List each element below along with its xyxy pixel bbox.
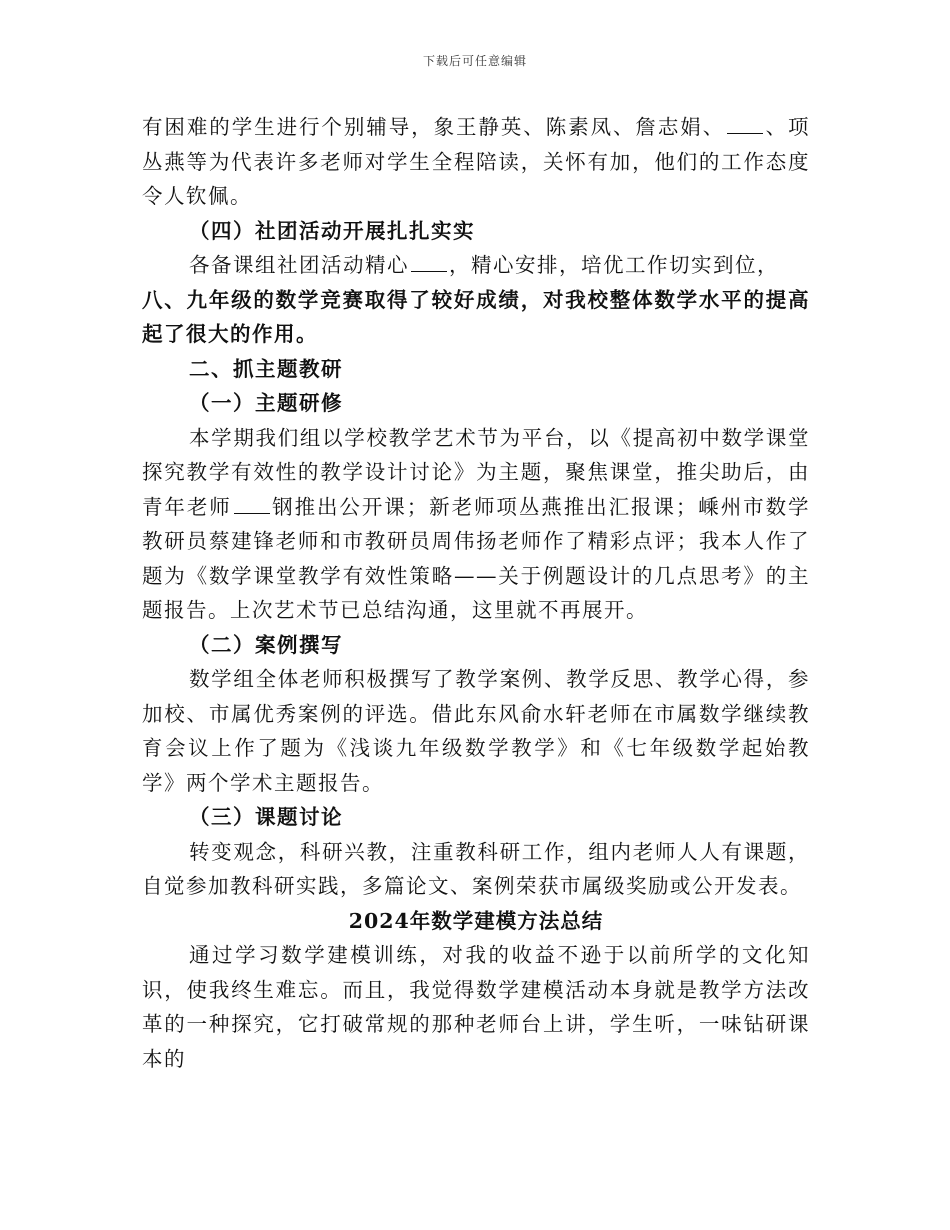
heading-club-activities: （四）社团活动开展扎扎实实 (189, 218, 475, 243)
page-header: 下载后可任意编辑 (422, 54, 527, 68)
blank-underline (727, 115, 763, 134)
paragraph-text: 、项丛燕等为代表许多老师对学生全程陪读，关怀有加，他们的工作态度令人钦佩。 (142, 115, 811, 208)
paragraph-text: 钢推出公开课；新老师项丛燕推出汇报课；嵊州市数学教研员蔡建锋老师和市教研员周伟扬老师作了精彩点评；我本人作了题为《数学课堂教学有效性策略——关于例题设计的几点思考》的主题报告。上次艺术节已总结沟通，这里就不再展开。 (142, 494, 811, 622)
paragraph-topic-discussion: 转变观念，科研兴教，注重教科研工作，组内老师人人有课题，自觉参加教科研实践，多篇论文、案例荣获市属级奖励或公开发表。 (142, 839, 810, 898)
paragraph-text: 本学期我们组以学校教学艺术节为平台，以《提高初中数学课堂探究教学有效性的教学设计讨论》为主题，聚焦课堂，推尖助后，由青年老师 (142, 425, 810, 519)
section-title: 2024年数学建模方法总结 (348, 908, 604, 933)
blank-underline (411, 253, 447, 272)
subheading-theme-study: （一）主题研修 (189, 391, 343, 415)
paragraph-text: 各备课组社团活动精心 (189, 253, 409, 277)
paragraph-text: 有困难的学生进行个别辅导，象王静英、陈素凤、詹志娟、 (142, 115, 726, 139)
paragraph-clubs (142, 248, 810, 283)
heading-theme-research: 二、抓主题教研 (189, 356, 343, 381)
paragraph-text: ，精心安排，培优工作切实到位， (449, 253, 779, 277)
subheading-topic-discussion: （三）课题讨论 (189, 805, 343, 829)
paragraph-case-writing: 数学组全体老师积极撰写了教学案例、教学反思、教学心得，参加校、市属优秀案例的评选。借此东风俞水轩老师在市属数学继续教育会议上作了题为《浅谈九年级数学教学》和《七年级数学起始教学》两个学术主题报告。 (142, 667, 810, 795)
blank-underline (234, 495, 270, 514)
subheading-case-writing: （二）案例撰写 (189, 632, 343, 657)
paragraph-competition: 八、九年级的数学竞赛取得了较好成绩，对我校整体数学水平的提高起了很大的作用。 (142, 287, 810, 346)
paragraph-modeling: 通过学习数学建模训练，对我的收益不逊于以前所学的文化知识，使我终生难忘。而且，我觉得数学建模活动本身就是教学方法改革的一种探究，它打破常规的那种老师台上讲，学生听，一味钻研课本的 (142, 943, 810, 1071)
paragraph-theme-study (142, 421, 810, 628)
document-body (142, 110, 810, 1076)
paragraph-tutoring (142, 110, 810, 214)
